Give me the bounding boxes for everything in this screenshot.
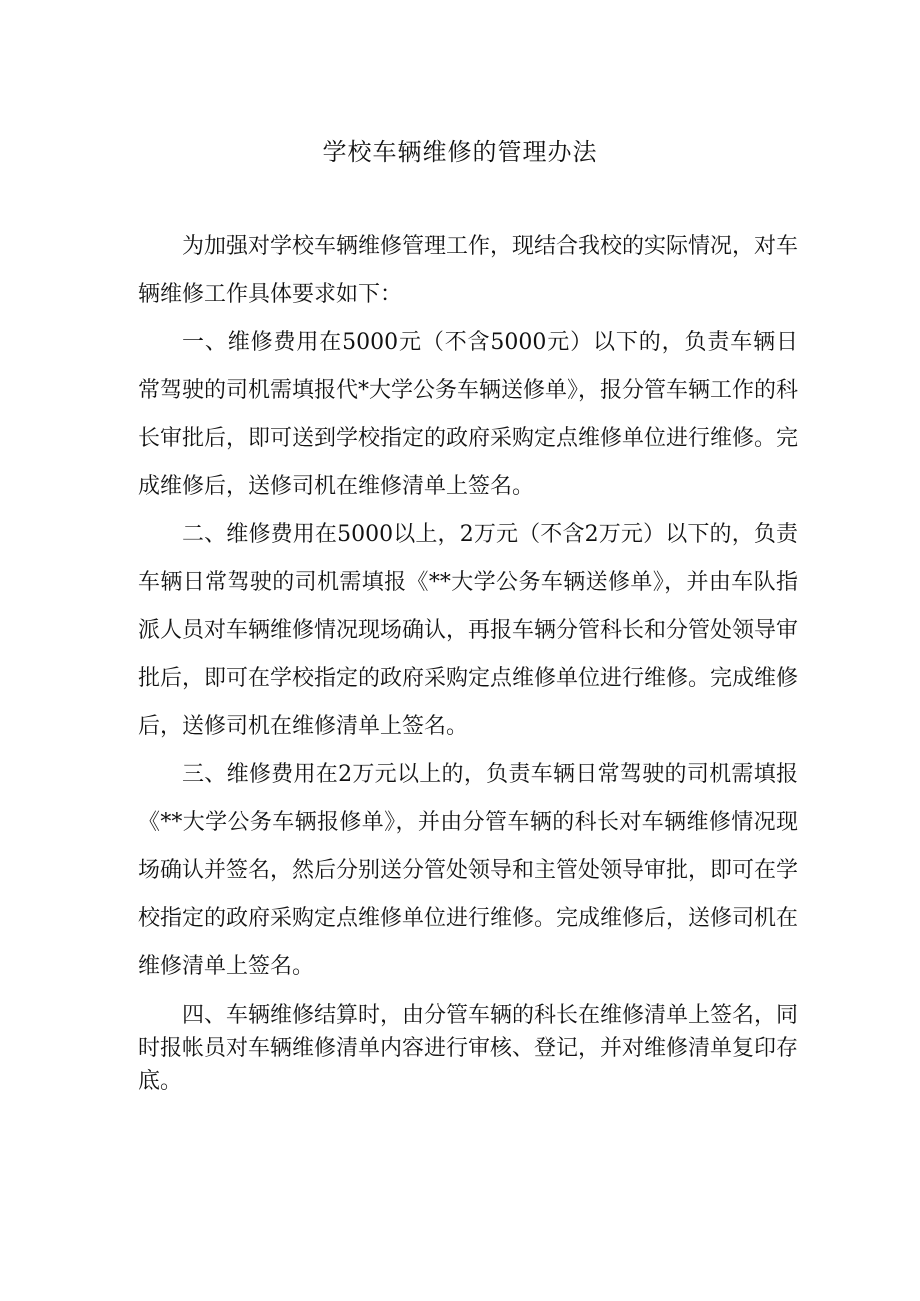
paragraph-intro: 为加强对学校车辆维修管理工作，现结合我校的实际情况，对车辆维修工作具体要求如下： [138,234,799,307]
paragraph-rule-2: 二、维修费用在5000以上，2万元（不含2万元）以下的，负责车辆日常驾驶的司机需填报《**大学公务车辆送修单》，并由车队指派人员对车辆维修情况现场确认，再报车辆分管科长和分管处领导审批后，即可在学校指定的政府采购定点维修单位进行维修。完成维修后，送修司机在维修清单上签名。 [138,522,799,739]
document-title: 学校车辆维修的管理办法 [322,138,598,166]
paragraph-rule-4: 四、车辆维修结算时，由分管车辆的科长在维修清单上签名，同时报帐员对车辆维修清单内容进行审核、登记，并对维修清单复印存底。 [138,1003,799,1094]
paragraph-rule-1: 一、维修费用在5000元（不含5000元）以下的，负责车辆日常驾驶的司机需填报代*大学公务车辆送修单》，报分管车辆工作的科长审批后，即可送到学校指定的政府采购定点维修单位进行维修。完成维修后，送修司机在维修清单上签名。 [138,330,799,499]
paragraph-rule-3: 三、维修费用在2万元以上的，负责车辆日常驾驶的司机需填报《**大学公务车辆报修单》，并由分管车辆的科长对车辆维修情况现场确认并签名，然后分别送分管处领导和主管处领导审批，即可在学校指定的政府采购定点维修单位进行维修。完成维修后，送修司机在维修清单上签名。 [138,762,799,979]
document-body [138,223,798,1098]
